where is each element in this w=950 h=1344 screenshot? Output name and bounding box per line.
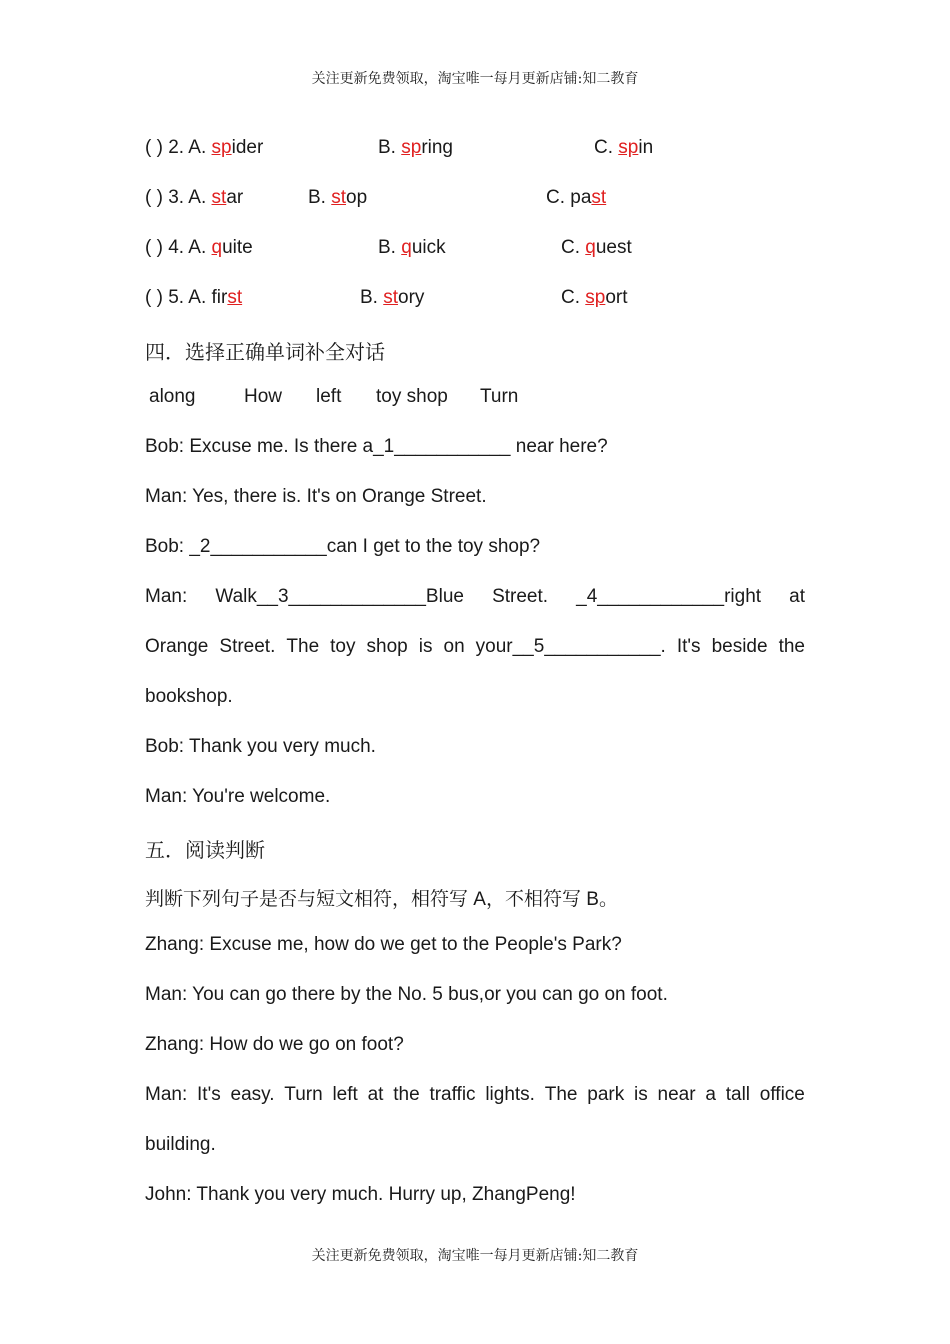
dialogue-line: Man: Yes, there is. It's on Orange Street. bbox=[145, 486, 487, 507]
word-bank-item: Turn bbox=[480, 386, 519, 407]
passage-line-justified: Man: It's easy. Turn left at the traffic lights. The park is near a tall office bbox=[145, 1084, 805, 1105]
dialogue-line-justified: Orange Street. The toy shop is on your__5___________. It's beside the bbox=[145, 636, 805, 657]
option-c: C. spin bbox=[594, 137, 654, 158]
option-b: B. stop bbox=[308, 187, 368, 208]
dialogue-line-justified: Man: Walk__3_____________Blue Street. _4____________right at bbox=[145, 586, 805, 607]
dialogue-line: Bob: Thank you very much. bbox=[145, 736, 376, 757]
option-c: C. quest bbox=[561, 237, 632, 258]
question-number: ( ) 2. A. spider bbox=[145, 137, 264, 158]
dialogue-line: bookshop. bbox=[145, 686, 233, 707]
section-5-instruction: 判断下列句子是否与短文相符，相符写 A，不相符写 B。 bbox=[145, 888, 618, 910]
word-bank-item: toy shop bbox=[376, 386, 448, 407]
page-footer: 关注更新免费领取，淘宝唯一每月更新店铺:知二教育 bbox=[311, 1248, 639, 1264]
passage-line: building. bbox=[145, 1134, 216, 1155]
dialogue-line: Man: You're welcome. bbox=[145, 786, 331, 807]
option-b: B. quick bbox=[378, 237, 446, 258]
question-number: ( ) 3. A. star bbox=[145, 187, 244, 208]
option-c: C. past bbox=[546, 187, 607, 208]
word-bank-item: along bbox=[149, 386, 196, 407]
section-5-title: 五．阅读判断 bbox=[145, 838, 265, 862]
option-b: B. story bbox=[360, 287, 425, 308]
option-b: B. spring bbox=[378, 137, 453, 158]
section-4-title: 四．选择正确单词补全对话 bbox=[145, 340, 385, 364]
question-number: ( ) 4. A. quite bbox=[145, 237, 253, 258]
option-c: C. sport bbox=[561, 287, 628, 308]
passage-line: Zhang: Excuse me, how do we get to the People's Park? bbox=[145, 934, 622, 955]
passage-line: Man: You can go there by the No. 5 bus,or you can go on foot. bbox=[145, 984, 668, 1005]
word-bank-item: left bbox=[316, 386, 342, 407]
word-bank-item: How bbox=[244, 386, 283, 407]
passage-line: Zhang: How do we go on foot? bbox=[145, 1034, 404, 1055]
question-number: ( ) 5. A. first bbox=[145, 287, 243, 308]
page-header: 关注更新免费领取，淘宝唯一每月更新店铺:知二教育 bbox=[311, 71, 639, 87]
passage-line: John: Thank you very much. Hurry up, ZhangPeng! bbox=[145, 1184, 576, 1205]
dialogue-line: Bob: _2___________can I get to the toy shop? bbox=[145, 536, 541, 557]
dialogue-line: Bob: Excuse me. Is there a_1___________ near here? bbox=[145, 436, 608, 457]
